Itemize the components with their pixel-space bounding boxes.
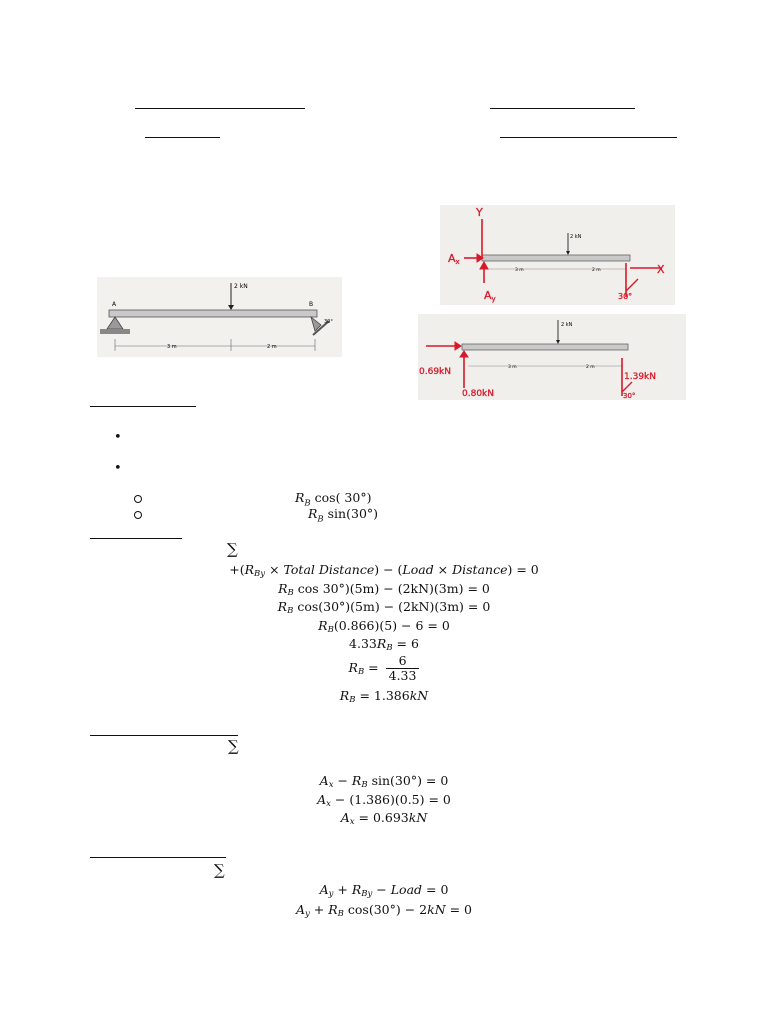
moment-eq-3: $R_B$ cos(30°)(5m) − (2kN)(3m) = 0 [277, 599, 491, 616]
fbd-axis-y: Y [476, 206, 483, 219]
result-left-force: 0.69kN [419, 367, 451, 377]
result-dim-2m: 2 m [586, 365, 595, 370]
fbd-load-label: 2 kN [570, 234, 582, 240]
result-beam [462, 344, 628, 350]
bullet-2: • [114, 461, 122, 476]
result-angle-label: 30° [623, 392, 636, 400]
subheading-rule-left [145, 137, 220, 138]
fbd-ax-label: Ax [448, 252, 460, 266]
beam-figure [97, 277, 342, 357]
fbd-figure-svg [440, 205, 675, 305]
result-load-label: 2 kN [561, 322, 573, 328]
beam-figure-svg [97, 277, 342, 357]
label-a: A [112, 301, 117, 308]
sub-bullet-1 [134, 495, 142, 503]
result-right-force: 1.39kN [624, 372, 656, 382]
sigma-y: ∑ [214, 861, 225, 879]
moment-eq-5: $4.33R_B = 6$ [349, 636, 419, 653]
load-label: 2 kN [234, 283, 248, 290]
moment-eq-7: $R_B = 1.386kN$ [339, 688, 429, 705]
bullet-1: • [114, 430, 122, 445]
sigma-moment: ∑ [227, 540, 238, 558]
moment-eq-1: $+(R_{By}$ × Total Distance) − (Load × Distance) = 0 [229, 562, 539, 579]
result-dim-3m: 3 m [508, 365, 517, 370]
dim-3m: 3 m [167, 344, 177, 350]
x-eq-1: $A_x - R_B$ sin(30°) = 0 [319, 773, 449, 790]
moment-eq-6: $R_B$ = $\frac{6}{4.33}$ [0, 654, 768, 683]
section-rule-1 [90, 406, 196, 407]
sub-bullet-1-text: $R_B$ cos( 30°) [295, 490, 372, 509]
ground-a [100, 329, 130, 334]
heading-rule-right [490, 108, 635, 109]
fbd-figure [440, 205, 675, 305]
sub-bullet-2 [134, 511, 142, 519]
fbd-ay-label: Ay [484, 289, 496, 303]
result-bottom-force: 0.80kN [462, 389, 494, 399]
dim-2m: 2 m [267, 344, 277, 350]
y-eq-1: $A_y + R_{By}$ − Load = 0 [319, 882, 449, 899]
section-rule-4 [90, 857, 226, 858]
heading-rule-left [135, 108, 305, 109]
fbd-angle-label: 30° [618, 292, 633, 301]
y-eq-2: $A_y + R_B$ cos(30°) − 2kN = 0 [295, 902, 473, 919]
sigma-x: ∑ [228, 737, 239, 755]
angle-label: 30° [324, 319, 333, 325]
result-figure [418, 314, 686, 400]
pin-support-a [107, 317, 123, 329]
section-rule-2 [90, 538, 182, 539]
beam [109, 310, 317, 317]
x-eq-2: $A_x - (1.386)(0.5) = 0$ [317, 792, 451, 809]
fbd-dim-3m: 3 m [515, 268, 524, 273]
section-rule-3 [90, 735, 238, 736]
subheading-rule-right [500, 137, 677, 138]
result-figure-svg [418, 314, 686, 400]
fbd-angle-line [626, 279, 638, 291]
result-angle-line [622, 382, 632, 392]
fbd-beam [482, 255, 630, 261]
label-b: B [309, 301, 314, 308]
moment-eq-2: $R_B$ cos 30°)(5m) − (2kN)(3m) = 0 [278, 581, 490, 598]
moment-eq-4: $R_B(0.866)(5) - 6 = 0$ [318, 618, 450, 635]
fbd-dim-2m: 2 m [592, 268, 601, 273]
x-eq-3: $A_x = 0.693kN$ [340, 810, 428, 827]
fbd-axis-x: X [657, 263, 665, 276]
sub-bullet-2-text: $R_B$ sin(30°) [308, 506, 379, 525]
fraction: $\frac{6}{4.33}$ [386, 654, 420, 683]
